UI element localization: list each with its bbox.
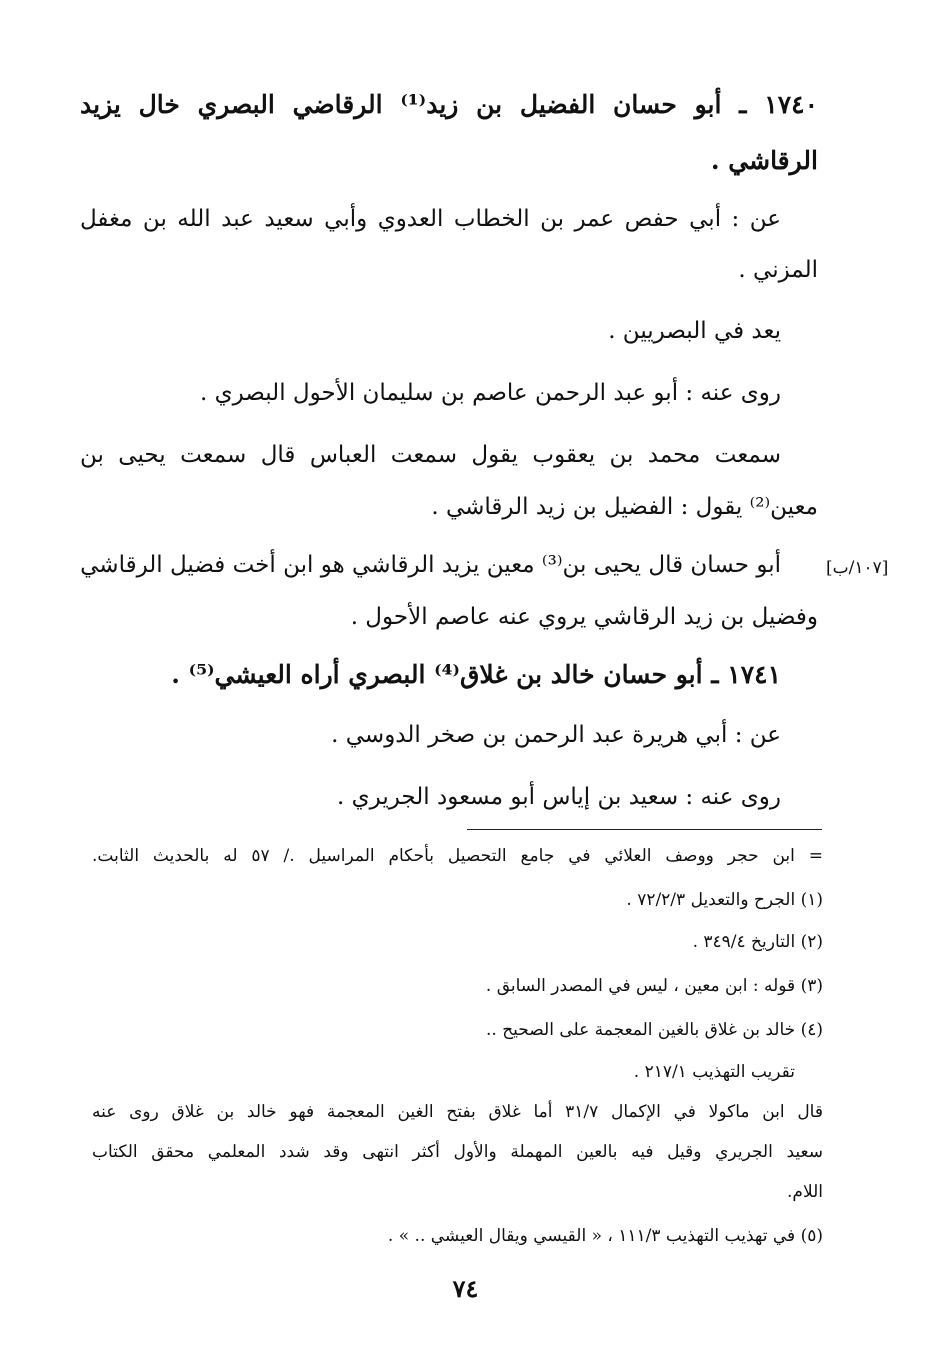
footnote-4-detail: قال ابن ماكولا في الإكمال ٣١/٧ أما غلاق بفتح الغين المعجمة فهو خالد بن غلاق روى عنه <box>92 1102 823 1122</box>
entry-1740-heading: ١٧٤٠ ـ أبو حسان الفضيل بن زيد⁽¹⁾ الرقاضي البصري خال يزيد <box>80 90 818 119</box>
entry-1740-students: روى عنه : أبو عبد الرحمن عاصم بن سليمان الأحول البصري . <box>199 380 781 406</box>
entry-1741-students: روى عنه : سعيد بن إياس أبو مسعود الجريري . <box>337 784 781 810</box>
footnote-4-detail-end: اللام. <box>787 1182 823 1202</box>
footnote-continuation: = ابن حجر ووصف العلائي في جامع التحصيل بأحكام المراسيل ./ ٥٧ له بالحديث الثابت. <box>92 846 823 866</box>
entry-1740-note: أبو حسان قال يحيى بن⁽³⁾ معين يزيد الرقاشي هو ابن أخت فضيل الرقاشي <box>80 552 781 578</box>
footnote-separator <box>467 829 822 830</box>
page-number: ٧٤ <box>452 1274 479 1303</box>
footnote-4-source: تقريب التهذيب ٢١٧/١ . <box>633 1062 795 1082</box>
entry-1740-report: سمعت محمد بن يعقوب يقول سمعت العباس قال سمعت يحيى بن <box>80 442 781 468</box>
entry-1740-teachers: عن : أبي حفص عمر بن الخطاب العدوي وأبي سعيد عبد الله بن مغفل <box>80 206 781 232</box>
footnote-5: (٥) في تهذيب التهذيب ١١١/٣ ، « القيسي ويقال العيشي .. » . <box>387 1226 823 1246</box>
entry-1740-teachers-cont: المزني . <box>738 257 818 283</box>
footnote-4-detail-cont: سعيد الجريري وقيل فيه بالعين المهملة والأول أكثر انتهى وقد شدد المعلمي محقق الكتاب <box>92 1142 823 1162</box>
entry-1740-region: يعد في البصريين . <box>608 318 781 344</box>
entry-1740-note-cont: وفضيل بن زيد الرقاشي يروي عنه عاصم الأحول . <box>350 604 818 630</box>
entry-1741-teachers: عن : أبي هريرة عبد الرحمن بن صخر الدوسي . <box>331 722 781 748</box>
entry-1740-heading-cont: الرقاشي . <box>710 146 818 175</box>
footnote-2: (٢) التاريخ ٣٤٩/٤ . <box>692 932 823 952</box>
footnote-3: (٣) قوله : ابن معين ، ليس في المصدر السابق . <box>485 976 823 996</box>
entry-1741-heading: ١٧٤١ ـ أبو حسان خالد بن غلاق⁽⁴⁾ البصري أراه العيشي⁽⁵⁾ . <box>171 660 781 689</box>
footnote-1: (١) الجرح والتعديل ٧٢/٢/٣ . <box>626 890 823 910</box>
footnote-4: (٤) خالد بن غلاق بالغين المعجمة على الصحيح .. <box>485 1020 823 1040</box>
entry-1740-report-cont: معين⁽²⁾ يقول : الفضيل بن زيد الرقاشي . <box>431 494 818 520</box>
manuscript-folio-ref: [١٠٧/ب] <box>826 558 889 578</box>
